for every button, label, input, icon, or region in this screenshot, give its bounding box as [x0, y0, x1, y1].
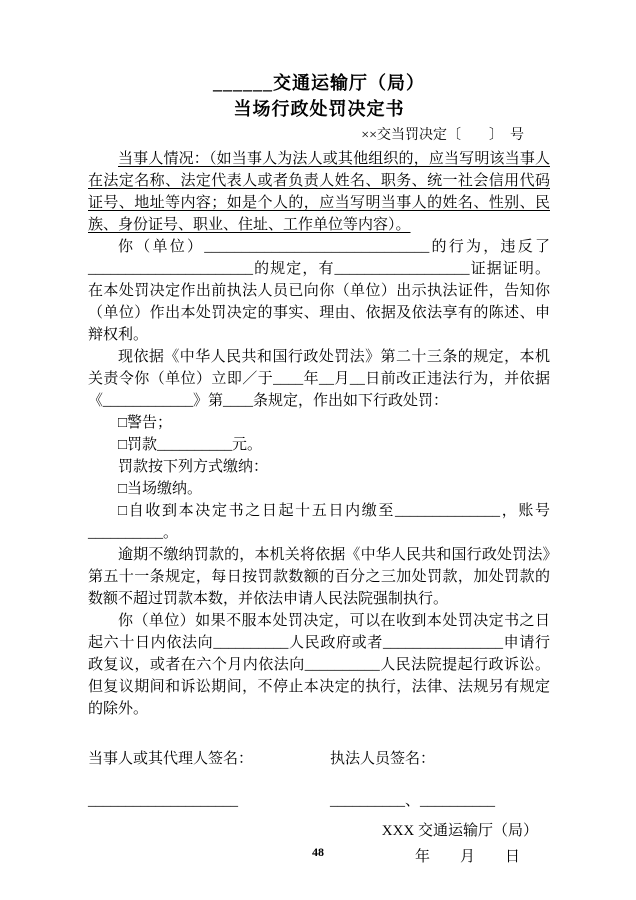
correction-paragraph: 现依据《中华人民共和国行政处罚法》第二十三条的规定，本机关责令你（单位）立即／于____年__月__日前改正违法行为，并依据《____________》第____条规定，作出如下行政处罚： — [88, 349, 550, 409]
checkbox-fine: □罚款__________元。 — [118, 437, 263, 453]
checkbox-warning: □警告； — [118, 415, 173, 431]
appeal-paragraph: 你（单位）如果不服本处罚决定，可以在收到本处罚决定书之日起六十日内依法向__________人民政府或者________________申请行政复议，或者在六个月内依法向__________人民法院提起行政诉讼。但复议期间和诉讼期间，不停止本决定的执行，法律、法规另有规定的除外。 — [88, 613, 550, 717]
party-signature-label: 当事人或其代理人签名： — [88, 751, 254, 767]
document-content — [88, 70, 550, 870]
page-number: 48 — [312, 845, 324, 859]
payment-intro: 罚款按下列方式缴纳： — [118, 459, 269, 475]
party-info-paragraph: 当事人情况：（如当事人为法人或其他组织的，应当写明该当事人在法定名称、法定代表人或者负责人姓名、职务、统一社会信用代码证号、地址等内容；如是个人的，应当写明当事人的姓名、性别、民族、身份证号、职业、住址、工作单位等内容）。 — [88, 151, 550, 233]
signature-labels-row — [88, 748, 550, 770]
signature-lines-row — [88, 790, 550, 812]
document-number: ××交当罚决定〔 〕 号 — [361, 128, 524, 143]
issuing-organization: XXX 交通运输厅（局） — [381, 823, 538, 839]
document-title: 当场行政处罚决定书 — [233, 99, 405, 119]
violation-paragraph: 你（单位）______________________________的行为，违反了______________________的规定，有__________________证据证明。在本处罚决定作出前执法人员已向你（单位）出示执法证件，告知你（单位）作出本处罚决定的事实、理由、依据及依法享有的陈述、申辩权利。 — [88, 239, 550, 343]
checkbox-onsite-payment: □当场缴纳。 — [118, 481, 203, 497]
checkbox-bank-payment: □自收到本决定书之日起十五日内缴至______________，账号__________。 — [88, 503, 550, 541]
date-line: 年 月 日 — [414, 849, 520, 865]
document-title-org: ______交通运输厅（局） — [213, 73, 425, 93]
officer-signature-label: 执法人员签名： — [330, 751, 436, 767]
officer-signature-line: __________、__________ — [330, 793, 496, 809]
party-signature-line: ____________________ — [88, 793, 238, 809]
overdue-paragraph: 逾期不缴纳罚款的，本机关将依据《中华人民共和国行政处罚法》第五十一条规定，每日按罚款数额的百分之三加处罚款，加处罚款的数额不超过罚款本数，并依法申请人民法院强制执行。 — [88, 547, 550, 607]
